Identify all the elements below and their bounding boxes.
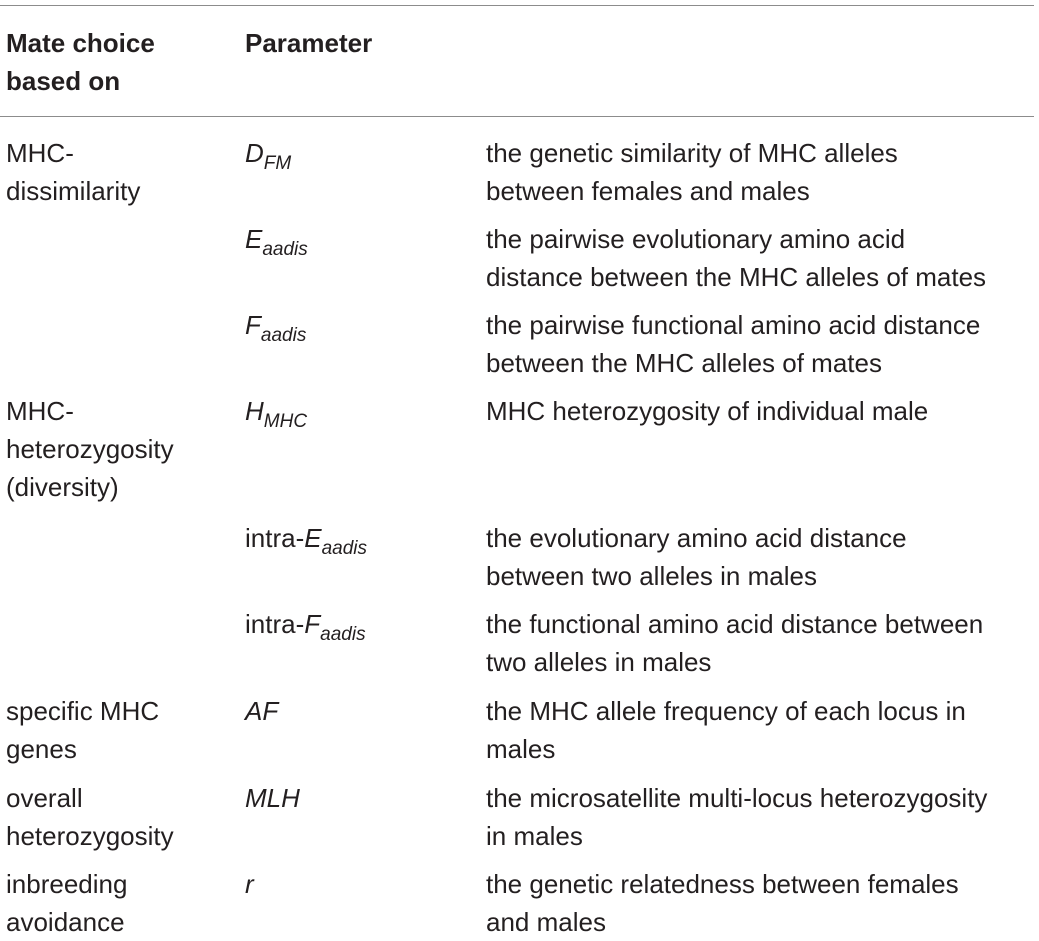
parameter-symbol: MLH	[245, 783, 300, 813]
description-line: males	[486, 734, 556, 764]
description-cell	[486, 779, 987, 855]
description-line: the evolutionary amino acid distance	[486, 523, 907, 553]
description-line: the pairwise evolutionary amino acid	[486, 224, 906, 254]
description-line: the MHC allele frequency of each locus in	[486, 696, 966, 726]
category-line: genes	[6, 734, 77, 764]
parameter-cell	[245, 779, 300, 821]
parameter-symbol: F	[245, 310, 261, 340]
parameter-cell	[245, 692, 278, 734]
description-cell	[486, 392, 928, 430]
description-line: in males	[486, 821, 583, 851]
description-line: and males	[486, 907, 606, 937]
category-line: heterozygosity	[6, 821, 174, 851]
category-line: dissimilarity	[6, 176, 141, 206]
parameter-subscript: aadis	[262, 239, 308, 260]
parameter-subscript: FM	[263, 153, 292, 174]
header-mate-choice	[6, 24, 155, 100]
parameter-subscript: MHC	[263, 411, 308, 432]
description-line: between females and males	[486, 176, 810, 206]
description-cell	[486, 692, 966, 768]
description-line: between two alleles in males	[486, 561, 817, 591]
description-cell	[486, 134, 898, 210]
parameter-cell	[245, 865, 254, 907]
description-line: the microsatellite multi-locus heterozygosity	[486, 783, 988, 813]
parameter-symbol: E	[245, 224, 263, 254]
description-line: the genetic similarity of MHC alleles	[486, 138, 898, 168]
parameter-prefix: intra-	[245, 523, 305, 553]
parameter-cell	[245, 605, 366, 647]
description-line: the functional amino acid distance between	[486, 609, 984, 639]
description-line: distance between the MHC alleles of mates	[486, 262, 987, 292]
category-line: specific MHC	[6, 696, 160, 726]
parameter-symbol: E	[304, 523, 322, 553]
parameter-symbol: r	[245, 869, 254, 899]
description-cell	[486, 605, 983, 681]
parameter-symbol: H	[245, 396, 264, 426]
category-cell	[6, 692, 159, 768]
description-cell	[486, 220, 986, 296]
parameter-subscript: aadis	[320, 624, 366, 645]
description-line: the pairwise functional amino acid distance	[486, 310, 981, 340]
description-line: between the MHC alleles of mates	[486, 348, 882, 378]
parameter-cell	[245, 220, 308, 262]
category-line: inbreeding	[6, 869, 128, 899]
parameter-subscript: aadis	[321, 538, 368, 559]
parameter-prefix: intra-	[245, 609, 305, 639]
parameter-symbol: D	[245, 138, 264, 168]
category-cell	[6, 865, 127, 941]
category-cell	[6, 134, 140, 210]
header-mate-choice-line: Mate choice	[6, 28, 155, 58]
description-line: the genetic relatedness between females	[486, 869, 959, 899]
parameter-cell	[245, 392, 307, 434]
parameter-cell	[245, 134, 291, 176]
table-top-rule	[0, 5, 1034, 6]
table-header-rule	[0, 116, 1034, 117]
category-line: heterozygosity	[6, 434, 174, 464]
description-line: MHC heterozygosity of individual male	[486, 396, 929, 426]
category-line: MHC-	[6, 396, 74, 426]
parameter-symbol: F	[304, 609, 321, 639]
category-cell	[6, 392, 174, 506]
category-cell	[6, 779, 174, 855]
header-parameter: Parameter	[245, 28, 373, 58]
header-mate-choice-line: based on	[6, 66, 121, 96]
description-cell	[486, 306, 980, 382]
category-line: MHC-	[6, 138, 74, 168]
description-line: two alleles in males	[486, 647, 712, 677]
description-cell	[486, 865, 959, 941]
parameter-subscript: aadis	[260, 325, 307, 346]
category-line: avoidance	[6, 907, 125, 937]
parameter-cell	[245, 306, 306, 348]
description-cell	[486, 519, 907, 595]
parameter-symbol: AF	[245, 696, 279, 726]
category-line: overall	[6, 783, 83, 813]
category-line: (diversity)	[6, 472, 119, 502]
parameter-cell	[245, 519, 367, 561]
